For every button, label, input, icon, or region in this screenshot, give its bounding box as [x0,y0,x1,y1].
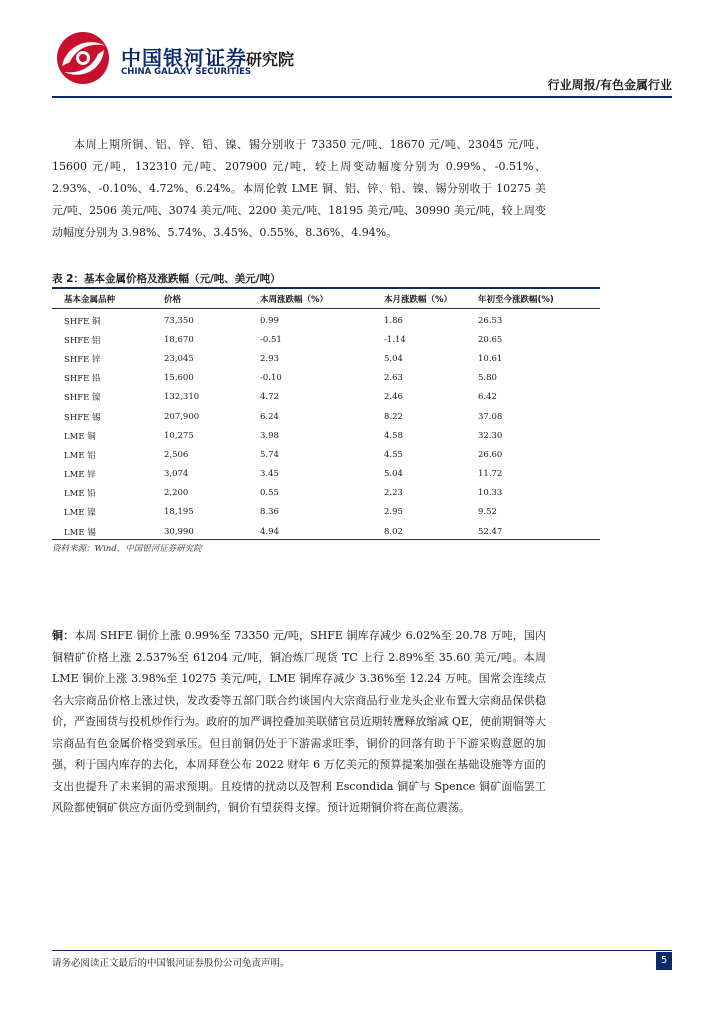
table-cell: LME 锌 [64,470,96,481]
table-cell: 2.46 [384,392,403,403]
table-cell: 207,900 [164,411,200,422]
table-cell: 73,350 [164,315,194,326]
brand-name-en: CHINA GALAXY SECURITIES [121,67,252,77]
table-cell: 15,600 [164,373,194,384]
table-cell: 1.86 [384,315,403,326]
table-title: 表 2：基本金属价格及涨跌幅（元/吨、美元/吨） [52,273,281,285]
table-cell: SHFE 锡 [64,412,101,423]
table-cell: 0.99 [260,315,279,326]
table-cell: 2.63 [384,373,403,384]
header-divider [52,96,672,98]
table-row [52,330,600,349]
table-cell: 2,506 [164,449,189,460]
table-cell: 5.74 [260,449,279,460]
table-row [52,349,600,368]
table-cell: 18,195 [164,507,194,518]
table-cell: -0.10 [260,373,282,384]
table-cell: 5.80 [478,373,497,384]
table-cell: 6.24 [260,411,279,422]
table-row [52,407,600,426]
table-cell: LME 铜 [64,431,96,442]
column-header: 本周涨跌幅（%） [260,294,329,305]
table-row [52,369,600,388]
table-cell: 11.72 [478,469,503,480]
table-cell: -1.14 [384,334,406,345]
table-cell: 26.60 [478,449,503,460]
galaxy-swirl-logo-icon [52,28,118,86]
table-cell: 4.94 [260,526,279,537]
price-summary-paragraph: 本周上期所铜、铝、锌、铅、镍、锡分别收于 73350 元/吨、18670 元/吨、23045 元/吨、15600 元/吨，132310 元/吨、207900 元/吨，较上周变动幅度分别为 0.99%、-0.51%、2.93%、-0.10%、4.72%、6.24%。本周伦敦 LME 铜、铝、锌、铅、镍、锡分别收于 10275 美元/吨、2506 美元/吨、3074 美元/吨、2200 美元/吨、18195 美元/吨、30990 美元/吨，较上周变动幅度分别为 3.98%、5.74%、3.45%、0.55%、8.36%、4.94%。 [52,138,546,239]
disclaimer-text: 请务必阅读正文最后的中国银河证券股份公司免责声明。 [52,958,290,969]
table-cell: 10,275 [164,430,194,441]
table-cell: 6.42 [478,392,497,403]
table-cell: 4.72 [260,392,279,403]
table-cell: 132,310 [164,392,200,403]
column-header: 年初至今涨跌幅(%) [478,294,554,305]
table-cell: 8.22 [384,411,403,422]
table-cell: 2.95 [384,507,403,518]
report-category: 行业周报/有色金属行业 [547,78,672,92]
table-cell: 2.23 [384,488,403,499]
copper-analysis-text: 本周 SHFE 铜价上涨 0.99%至 73350 元/吨，SHFE 铜库存减少 6.02%至 20.78 万吨，国内铜精矿价格上涨 2.537%至 61204 元/吨，铜冶炼厂现货 TC 上行 2.89%至 35.60 美元/吨。本周 LME 铜价上涨 3.98%至 10275 美元/吨，LME 铜库存减少 3.36%至 12.24 万吨。国常会连续点名大宗商品价格上涨过快，发改委等五部门联合约谈国内大宗商品行业龙头企业布置大宗商品保供稳价，严查囤货与投机炒作行为。政府的加严调控叠加美联储官员近期转鹰释放缩减 QE，使前期铜等大宗商品有色金属价格受到承压。但目前铜仍处于下游需求旺季，铜价的回落有助于下游采购意愿的加强，利于国内库存的去化，本周拜登公布 2022 财年 6 万亿美元的预算提案加强在基础设施等方面的支出也提升了未来铜的需求预期。且疫情的扰动以及智利 Escondida 铜矿与 Spence 铜矿面临罢工风险都使铜矿供应方面仍受到制约，铜价有望获得支撑。预计近期铜价将在高位震荡。 [52,629,546,814]
table-cell: 2.93 [260,353,279,364]
table-cell: LME 镍 [64,508,96,519]
table-cell: 32.30 [478,430,503,441]
table-cell: LME 铅 [64,489,96,500]
table-row [52,445,600,464]
table-cell: 23,045 [164,353,194,364]
table-row [52,426,600,445]
table-cell: 26.53 [478,315,503,326]
table-row [52,522,600,541]
table-cell: SHFE 镍 [64,393,101,404]
table-cell: 2,200 [164,488,189,499]
column-header: 价格 [164,294,182,305]
table-cell: 9.52 [478,507,497,518]
brand-name-cn: 中国银河证券 [121,46,247,70]
metal-price-table [52,289,600,541]
table-cell: SHFE 铝 [64,335,101,346]
table-row [52,465,600,484]
table-cell: 8.02 [384,526,403,537]
table-row [52,308,600,330]
copper-analysis-paragraph [52,625,546,819]
brand-institute: 研究院 [246,50,295,69]
table-cell: 10.33 [478,488,503,499]
table-cell: 0.55 [260,488,279,499]
table-cell: 37.08 [478,411,503,422]
table-cell: 30,990 [164,526,194,537]
table-row [52,388,600,407]
table-cell: 3.98 [260,430,279,441]
table-cell: 52.47 [478,526,503,537]
table-cell: 5.04 [384,353,403,364]
table-cell: LME 锡 [64,527,96,538]
table-cell: 4.58 [384,430,403,441]
table-row [52,503,600,522]
column-header: 基本金属品种 [64,294,116,305]
table-cell: LME 铝 [64,450,96,461]
page-number: 5 [656,952,672,970]
footer-divider [52,950,672,951]
table-cell: 3,074 [164,469,189,480]
table-header-row [52,289,600,308]
table-cell: SHFE 铜 [64,316,101,327]
table-cell: SHFE 锌 [64,354,101,365]
table-row [52,484,600,503]
table-source-note: 资料来源：Wind，中国银河证券研究院 [52,544,202,554]
table-cell: 10.61 [478,353,503,364]
table-cell: 3.45 [260,469,279,480]
table-cell: 5.04 [384,469,403,480]
table-cell: 18,670 [164,334,194,345]
column-header: 本月涨跌幅（%） [384,294,453,305]
table-cell: 8.36 [260,507,279,518]
copper-lead-label: 铜： [52,629,75,642]
table-cell: 20.65 [478,334,503,345]
table-cell: -0.51 [260,334,282,345]
table-cell: 4.55 [384,449,403,460]
table-cell: SHFE 铅 [64,374,101,385]
